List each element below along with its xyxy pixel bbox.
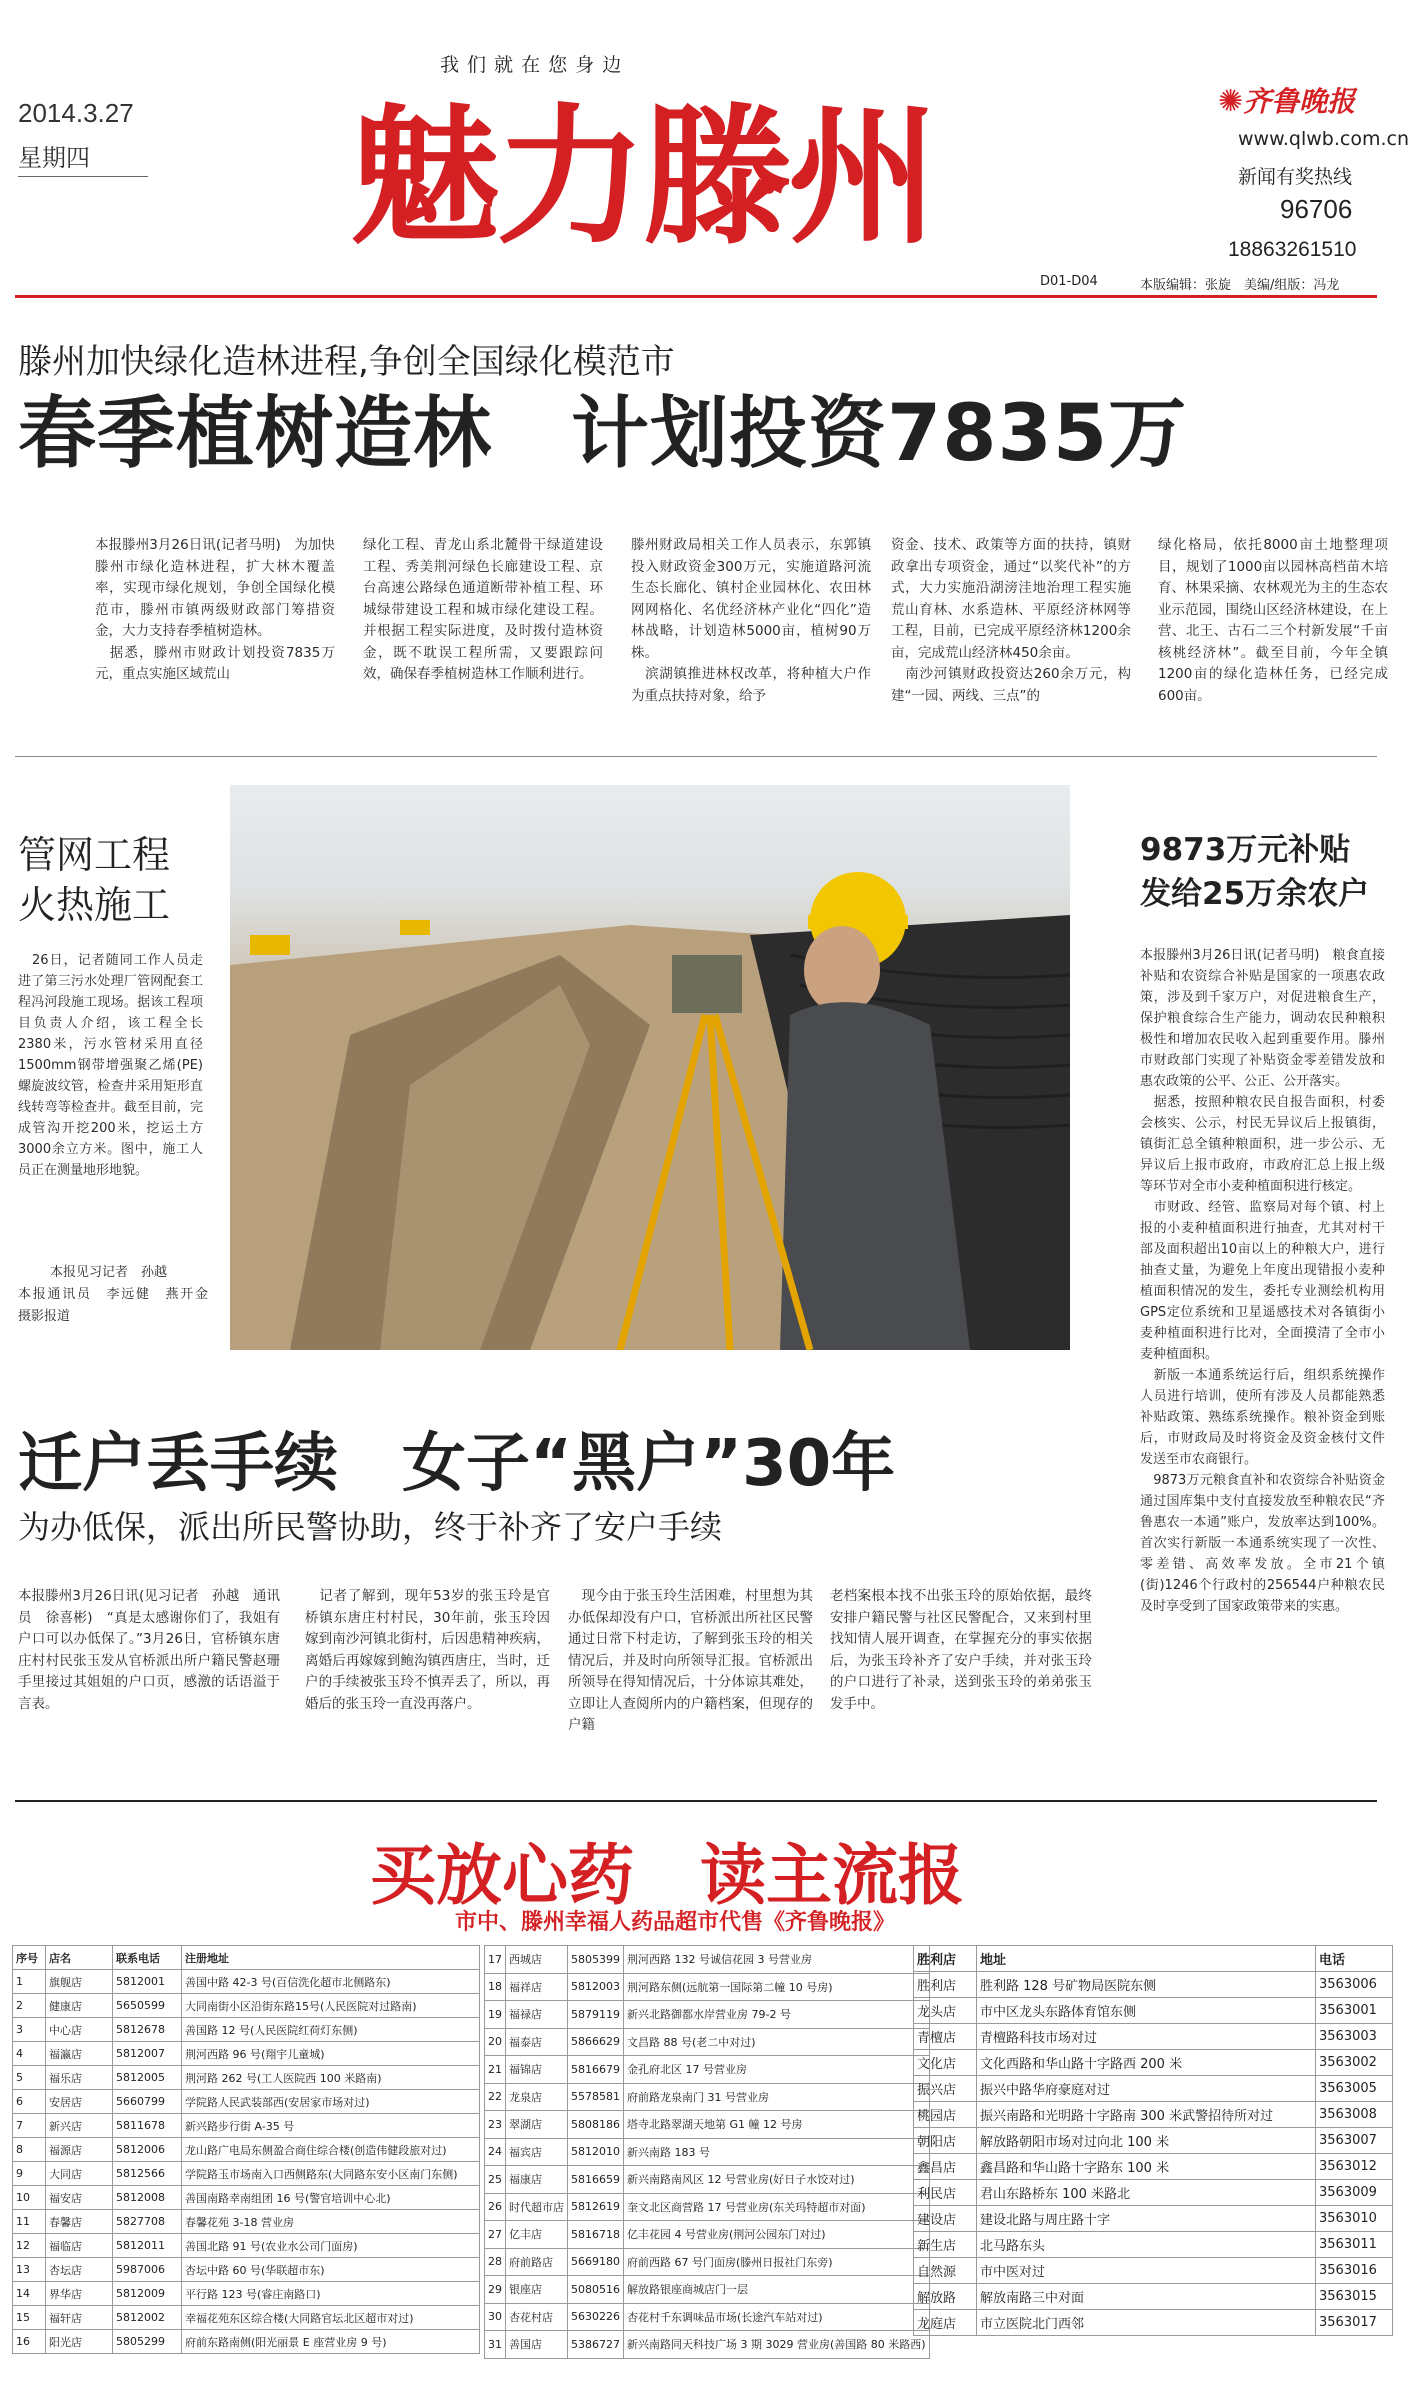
subsidy-headline-line2: 发给25万余农户 <box>1140 876 1370 912</box>
table-cell: 平行路 123 号(睿庄南路口) <box>182 2282 480 2306</box>
table-cell: 5812008 <box>113 2186 182 2210</box>
table-cell: 序号 <box>13 1946 46 1970</box>
pipeline-credit-2: 本报通讯员 李远健 燕开金 摄影报道 <box>18 1287 222 1324</box>
table-cell: 振兴店 <box>914 2076 977 2102</box>
table-cell: 5812001 <box>113 1970 182 1994</box>
table-cell: 建设店 <box>914 2206 977 2232</box>
table-row <box>485 2193 930 2221</box>
directory-table-3 <box>913 1945 1393 2336</box>
table-cell: 界华店 <box>46 2282 113 2306</box>
table-cell: 5660799 <box>113 2090 182 2114</box>
table-cell: 福源店 <box>46 2138 113 2162</box>
table-cell: 7 <box>13 2114 46 2138</box>
table-cell: 注册地址 <box>182 1946 480 1970</box>
table-cell: 12 <box>13 2234 46 2258</box>
table-cell: 3563006 <box>1316 1972 1393 1998</box>
table-cell: 3563001 <box>1316 1998 1393 2024</box>
table-cell: 5816659 <box>568 2166 624 2194</box>
table-row <box>13 2258 480 2282</box>
table-row <box>485 1946 930 1974</box>
subsidy-headline <box>1140 828 1369 916</box>
table-cell: 5650599 <box>113 1994 182 2018</box>
table-cell: 3563008 <box>1316 2102 1393 2128</box>
table-cell: 荆河路 262 号(工人医院西 100 米路南) <box>182 2066 480 2090</box>
table-cell: 利民店 <box>914 2180 977 2206</box>
table-cell: 银座店 <box>506 2276 568 2304</box>
table-row <box>485 2056 930 2084</box>
table-row <box>485 2303 930 2331</box>
table-row <box>13 2090 480 2114</box>
table-cell: 金孔府北区 17 号营业房 <box>624 2056 930 2084</box>
table-cell: 福乐店 <box>46 2066 113 2090</box>
table-cell: 23 <box>485 2111 506 2139</box>
table-cell: 9 <box>13 2162 46 2186</box>
table-cell: 3563009 <box>1316 2180 1393 2206</box>
masthead-slogan: 我 们 就 在 您 身 边 <box>440 54 623 76</box>
table-cell: 善国北路 91 号(农业水公司门面房) <box>182 2234 480 2258</box>
subsidy-body: 本报滕州3月26日讯(记者马明) 粮食直接补贴和农资综合补贴是国家的一项惠农政策，涉及到千家万户，对促进粮食生产，保护粮食综合生产能力，调动农民种粮积极性和增加农民收入起到重要作用。滕州市财政部门实现了补贴资金零差错发放和惠农政策的公平、公正、公开落实。 据悉，按照种粮农民自报告面积，村委会核实、公示，村民无异议后上报镇街，镇街汇总全镇种粮面积，进一步公示、无异议后上报市政府，市政府汇总上报上级等环节对全市小麦种植面积进行核定。 市财政、经管、监察局对每个镇、村上报的小麦种植面积进行抽查，尤其对村干部及面积超出10亩以上的种粮大户，进行抽查丈量，为避免上年度出现错报小麦种植面积情况的发生，委托专业测绘机构用GPS定位系统和卫星遥感技术对各镇街小麦种植面积进行比对，全面摸清了全市小麦种植面积。 新版一本通系统运行后，组织系统操作人员进行培训，使所有涉及人员都能熟悉补贴政策、熟练系统操作。粮补资金到账后，市财政局及时将资金及资金核付文件发送至市农商银行。 9873万元粮食直补和农资综合补贴资金通过国库集中支付直接发放至种粮农民“齐鲁惠农一本通”账户，发放率达到100%。首次实行新版一本通系统实现了一次性、零差错、高效率发放。全市21个镇(街)1246个行政村的256544户种粮农民及时享受到了国家政策带来的实惠。 <box>1140 948 1385 1614</box>
table-row <box>914 2310 1393 2336</box>
table-cell: 解放路银座商城店门一层 <box>624 2276 930 2304</box>
table-cell: 16 <box>13 2330 46 2354</box>
table-row <box>914 1998 1393 2024</box>
table-cell: 善国路 12 号(人民医院红荷灯东侧) <box>182 2018 480 2042</box>
pipeline-headline <box>18 830 170 930</box>
table-row <box>13 2210 480 2234</box>
table-cell: 府前东路南侧(阳光丽景 E 座营业房 9 号) <box>182 2330 480 2354</box>
table-cell: 解放路 <box>914 2284 977 2310</box>
table-cell: 自然源 <box>914 2258 977 2284</box>
table-cell: 5805399 <box>568 1946 624 1974</box>
table-cell: 中心店 <box>46 2018 113 2042</box>
table-row <box>485 2028 930 2056</box>
hotline-label: 新闻有奖热线 <box>1238 166 1353 188</box>
table-cell: 杏坛店 <box>46 2258 113 2282</box>
table-cell: 振兴南路和光明路十字路南 300 米武警招待所对过 <box>977 2102 1316 2128</box>
table-cell: 安居店 <box>46 2090 113 2114</box>
table-cell: 龙头店 <box>914 1998 977 2024</box>
table-cell: 3563011 <box>1316 2232 1393 2258</box>
table-row <box>13 1994 480 2018</box>
table-cell: 府前西路 67 号门面房(滕州日报社门东旁) <box>624 2248 930 2276</box>
table-cell: 胜利店 <box>914 1946 977 1972</box>
lead-kicker: 滕州加快绿化造林进程,争创全国绿化模范市 <box>18 342 675 382</box>
table-cell: 15 <box>13 2306 46 2330</box>
construction-photo <box>230 785 1070 1350</box>
table-row <box>485 2331 930 2359</box>
table-row <box>914 1946 1393 1972</box>
table-cell: 31 <box>485 2331 506 2359</box>
lead-col-4: 资金、技术、政策等方面的扶持，镇财政拿出专项资金，通过“以奖代补”的方式，大力实施沿湖滂洼地治理工程实施荒山育林、水系造林、平原经济林网等工程，目前，已完成平原经济林1200余亩，完成荒山经济林450余亩。 南沙河镇财政投资达260余万元，构建“一园、两线、三点”的 <box>891 537 1131 704</box>
table-row <box>13 2234 480 2258</box>
table-cell: 5812010 <box>568 2138 624 2166</box>
table-cell: 春馨店 <box>46 2210 113 2234</box>
table-row <box>914 2258 1393 2284</box>
page-range: D01-D04 <box>1040 274 1098 289</box>
table-cell: 3563003 <box>1316 2024 1393 2050</box>
table-cell: 5812006 <box>113 2138 182 2162</box>
hukou-col-4: 老档案根本找不出张玉玲的原始依据，最终安排户籍民警与社区民警配合，又来到村里找知情人展开调查，在掌握充分的事实依据后，为张玉玲补齐了安户手续，并对张玉玲的户口进行了补录，送到张玉玲的弟弟张玉发手中。 <box>830 1588 1092 1712</box>
table-cell: 电话 <box>1316 1946 1393 1972</box>
table-row <box>914 1972 1393 1998</box>
lead-col-2: 绿化工程、青龙山系北麓骨干绿道建设工程、秀美荆河绿色长廊建设工程、京台高速公路绿色通道断带补植工程、环城绿带建设工程和城市绿化建设工程。并根据工程实际进度，及时拨付造林资金，既不耽误工程所需，又要跟踪问效，确保春季植树造林工作顺利进行。 <box>363 537 603 682</box>
table-cell: 幸福花苑东区综合楼(大同路官坛北区超市对过) <box>182 2306 480 2330</box>
table-row <box>13 1946 480 1970</box>
table-row <box>914 2154 1393 2180</box>
table-cell: 市立医院北门西邻 <box>977 2310 1316 2336</box>
table-row <box>13 2042 480 2066</box>
table-cell: 胜利店 <box>914 1972 977 1998</box>
table-cell: 5866629 <box>568 2028 624 2056</box>
table-cell: 新兴南路 183 号 <box>624 2138 930 2166</box>
table-cell: 杏坛中路 60 号(华联超市东) <box>182 2258 480 2282</box>
table-row <box>914 2128 1393 2154</box>
table-row <box>13 1970 480 1994</box>
table-cell: 福锦店 <box>506 2056 568 2084</box>
table-cell: 旗舰店 <box>46 1970 113 1994</box>
table-cell: 荆河路东侧(远航第一国际第二幢 10 号房) <box>624 1973 930 2001</box>
directory-table-1 <box>12 1945 480 2354</box>
table-cell: 胜利路 128 号矿物局医院东侧 <box>977 1972 1316 1998</box>
table-cell: 11 <box>13 2210 46 2234</box>
table-cell: 新兴南路同天科技广场 3 期 3029 营业房(善国路 80 米路西) <box>624 2331 930 2359</box>
table-row <box>13 2330 480 2354</box>
table-cell: 19 <box>485 2001 506 2029</box>
pipeline-headline-line1: 管网工程 <box>18 833 171 877</box>
table-row <box>914 2076 1393 2102</box>
table-row <box>13 2186 480 2210</box>
table-cell: 新兴南路南风区 12 号营业房(好日子水饺对过) <box>624 2166 930 2194</box>
table-cell: 亿丰店 <box>506 2221 568 2249</box>
brand-swirl-icon: ✺ <box>1218 84 1244 119</box>
table-cell: 福轩店 <box>46 2306 113 2330</box>
table-cell: 新兴路步行街 A-35 号 <box>182 2114 480 2138</box>
table-cell: 鑫昌路和华山路十字路东 100 米 <box>977 2154 1316 2180</box>
table-cell: 君山东路桥东 100 米路北 <box>977 2180 1316 2206</box>
table-cell: 龙庭店 <box>914 2310 977 2336</box>
table-row <box>485 2221 930 2249</box>
table-cell: 28 <box>485 2248 506 2276</box>
table-cell: 福临店 <box>46 2234 113 2258</box>
table-cell: 建设北路与周庄路十字 <box>977 2206 1316 2232</box>
table-row <box>914 2024 1393 2050</box>
table-cell: 6 <box>13 2090 46 2114</box>
hukou-col-2: 记者了解到，现年53岁的张玉玲是官桥镇东唐庄村村民，30年前，张玉玲因嫁到南沙河镇北街村，后因患精神疾病，离婚后再嫁嫁到鲍沟镇西唐庄，当时，迁户的手续被张玉玲不慎弄丢了，所以，再婚后的张玉玲一直没再落户。 <box>305 1588 550 1712</box>
table-cell: 5812566 <box>113 2162 182 2186</box>
table-cell: 大同店 <box>46 2162 113 2186</box>
table-cell: 府前路龙泉南门 31 号营业房 <box>624 2083 930 2111</box>
ad-subline: 市中、滕州幸福人药品超市代售《齐鲁晚报》 <box>455 1910 896 1935</box>
phone-number: 18863261510 <box>1228 238 1357 261</box>
table-row <box>485 2138 930 2166</box>
table-row <box>13 2282 480 2306</box>
table-cell: 朝阳店 <box>914 2128 977 2154</box>
table-cell: 5386727 <box>568 2331 624 2359</box>
table-cell: 5812619 <box>568 2193 624 2221</box>
table-row <box>485 2083 930 2111</box>
date-underline <box>18 176 148 177</box>
table-cell: 3563015 <box>1316 2284 1393 2310</box>
table-cell: 3563016 <box>1316 2258 1393 2284</box>
table-row <box>914 2050 1393 2076</box>
table-row <box>13 2138 480 2162</box>
table-cell: 福康店 <box>506 2166 568 2194</box>
table-cell: 5080516 <box>568 2276 624 2304</box>
directory-table-2 <box>484 1945 930 2359</box>
hotline-number: 96706 <box>1280 194 1353 224</box>
table-cell: 青檀店 <box>914 2024 977 2050</box>
table-cell: 龙山路广电局东侧盈合商住综合楼(创造伟健段旅对过) <box>182 2138 480 2162</box>
page-title: 魅力滕州 <box>350 89 935 265</box>
table-cell: 荆河西路 132 号诚信花园 3 号营业房 <box>624 1946 930 1974</box>
table-cell: 5812007 <box>113 2042 182 2066</box>
table-cell: 地址 <box>977 1946 1316 1972</box>
table-cell: 22 <box>485 2083 506 2111</box>
table-cell: 5812003 <box>568 1973 624 2001</box>
table-row <box>914 2180 1393 2206</box>
table-cell: 学院路玉市场南入口西侧路东(大同路东安小区南门东侧) <box>182 2162 480 2186</box>
table-row <box>485 2248 930 2276</box>
table-cell: 13 <box>13 2258 46 2282</box>
table-cell: 店名 <box>46 1946 113 1970</box>
table-cell: 解放南路三中对面 <box>977 2284 1316 2310</box>
table-cell: 5812678 <box>113 2018 182 2042</box>
table-cell: 福祥店 <box>506 1973 568 2001</box>
table-row <box>485 2276 930 2304</box>
table-cell: 荆河西路 96 号(翔宇儿童城) <box>182 2042 480 2066</box>
website[interactable]: www.qlwb.com.cn <box>1238 128 1409 150</box>
table-cell: 解放路朝阳市场对过向北 100 米 <box>977 2128 1316 2154</box>
table-cell: 5879119 <box>568 2001 624 2029</box>
table-row <box>914 2206 1393 2232</box>
table-cell: 时代超市店 <box>506 2193 568 2221</box>
table-cell: 29 <box>485 2276 506 2304</box>
table-cell: 2 <box>13 1994 46 2018</box>
table-cell: 春馨花苑 3-18 营业房 <box>182 2210 480 2234</box>
table-cell: 福泰店 <box>506 2028 568 2056</box>
table-cell: 善国南路幸南组团 16 号(警官培训中心北) <box>182 2186 480 2210</box>
table-cell: 翠湖店 <box>506 2111 568 2139</box>
pipeline-headline-line2: 火热施工 <box>18 883 171 927</box>
table-cell: 健康店 <box>46 1994 113 2018</box>
table-cell: 西城店 <box>506 1946 568 1974</box>
pipeline-body: 26日，记者随同工作人员走进了第三污水处理厂管网配套工程冯河段施工现场。据该工程项目负责人介绍，该工程全长2380米，污水管材采用直径1500mm钢带增强聚乙烯(PE)螺旋波纹管，检查井采用矩形直线转弯等检查井。截至目前，完成管沟开挖200米，挖运土方3000余立方米。图中，施工人员正在测量地形地貌。 <box>18 953 203 1178</box>
table-cell: 8 <box>13 2138 46 2162</box>
table-cell: 文昌路 88 号(老二中对过) <box>624 2028 930 2056</box>
table-cell: 新兴店 <box>46 2114 113 2138</box>
table-cell: 24 <box>485 2138 506 2166</box>
lead-col-1: 本报滕州3月26日讯(记者马明) 为加快滕州市绿化造林进程，扩大林木覆盖率，实现市绿化规划，争创全国绿化模范市，滕州市镇两级财政部门筹措资金，大力支持春季植树造林。 据悉，滕州市财政计划投资7835万元，重点实施区域荒山 <box>95 537 335 682</box>
table-cell: 文化店 <box>914 2050 977 2076</box>
hukou-headline: 迁户丢手续 女子“黑户”30年 <box>18 1427 896 1501</box>
table-cell: 3563017 <box>1316 2310 1393 2336</box>
table-cell: 3563010 <box>1316 2206 1393 2232</box>
lead-col-3: 滕州财政局相关工作人员表示，东郭镇投入财政资金300万元，实施道路河流生态长廊化、镇村企业园林化、农田林网网格化、名优经济林产业化“四化”造林战略，计划造林5000亩，植树90万株。 滨湖镇推进林权改革，将种植大户作为重点扶持对象，给予 <box>631 537 871 704</box>
table-row <box>13 2162 480 2186</box>
table-cell: 5811678 <box>113 2114 182 2138</box>
table-cell: 30 <box>485 2303 506 2331</box>
table-cell: 18 <box>485 1973 506 2001</box>
lead-col-5: 绿化格局，依托8000亩土地整理项目，规划了1000亩以园林高档苗木培育、林果采摘、农林观光为主的生态农业示范园，围绕山区经济林建设，在上营、北王、古石二三个村新发展“千亩核桃经济林”。截至目前，今年全镇1200亩的绿化造林任务，已经完成600亩。 <box>1158 537 1388 704</box>
table-cell: 17 <box>485 1946 506 1974</box>
hukou-col-1: 本报滕州3月26日讯(见习记者 孙越 通讯员 徐喜彬) “真是太感谢你们了，我姐有户口可以办低保了。”3月26日，官桥镇东唐庄村村民张玉发从官桥派出所户籍民警赵珊手里接过其姐姐的户口页，感激的话语溢于言表。 <box>18 1588 280 1712</box>
table-cell: 亿丰花园 4 号营业房(荆河公园东门对过) <box>624 2221 930 2249</box>
table-cell: 5816718 <box>568 2221 624 2249</box>
editor-credits: 本版编辑：张旋 美编/组版：冯龙 <box>1140 278 1340 293</box>
table-cell: 奎文北区商营路 17 号营业房(东关玛特超市对面) <box>624 2193 930 2221</box>
table-cell: 25 <box>485 2166 506 2194</box>
table-row <box>485 1973 930 2001</box>
table-cell: 5812005 <box>113 2066 182 2090</box>
table-row <box>914 2232 1393 2258</box>
table-cell: 5812002 <box>113 2306 182 2330</box>
issue-date: 2014.3.27 <box>18 98 134 128</box>
ad-slogan: 买放心药 读主流报 <box>370 1837 964 1914</box>
table-row <box>485 2111 930 2139</box>
table-cell: 鑫昌店 <box>914 2154 977 2180</box>
hukou-col-3: 现今由于张玉玲生活困难，村里想为其办低保却没有户口，官桥派出所社区民警通过日常下村走访，了解到张玉玲的相关情况后，并及时向所领导汇报。官桥派出所领导在得知情况后，十分体谅其难处，立即让人查阅所内的户籍档案，但现存的户籍 <box>568 1588 813 1733</box>
hukou-subhead: 为办低保，派出所民警协助，终于补齐了安户手续 <box>18 1508 723 1546</box>
table-cell: 26 <box>485 2193 506 2221</box>
lead-bottom-rule <box>15 756 1377 757</box>
table-cell: 5578581 <box>568 2083 624 2111</box>
table-row <box>914 2284 1393 2310</box>
table-cell: 3563002 <box>1316 2050 1393 2076</box>
table-cell: 5808186 <box>568 2111 624 2139</box>
table-cell: 新生店 <box>914 2232 977 2258</box>
table-cell: 市中医对过 <box>977 2258 1316 2284</box>
table-cell: 21 <box>485 2056 506 2084</box>
table-cell: 新兴北路御都水岸营业房 79-2 号 <box>624 2001 930 2029</box>
table-cell: 桃园店 <box>914 2102 977 2128</box>
issue-weekday: 星期四 <box>18 144 90 172</box>
table-cell: 5630226 <box>568 2303 624 2331</box>
table-cell: 5805299 <box>113 2330 182 2354</box>
table-cell: 27 <box>485 2221 506 2249</box>
table-row <box>13 2018 480 2042</box>
table-cell: 大同南街小区沿街东路15号(人民医院对过路南) <box>182 1994 480 2018</box>
table-cell: 3563005 <box>1316 2076 1393 2102</box>
table-cell: 10 <box>13 2186 46 2210</box>
construction-photo-illustration <box>230 785 1070 1350</box>
table-cell: 学院路人民武装部西(安居家市场对过) <box>182 2090 480 2114</box>
pipeline-credit-1: 本报见习记者 孙越 <box>50 1265 168 1280</box>
table-cell: 福禄店 <box>506 2001 568 2029</box>
table-cell: 文化西路和华山路十字路西 200 米 <box>977 2050 1316 2076</box>
table-cell: 善国店 <box>506 2331 568 2359</box>
table-cell: 20 <box>485 2028 506 2056</box>
table-cell: 5827708 <box>113 2210 182 2234</box>
table-cell: 龙泉店 <box>506 2083 568 2111</box>
table-cell: 福瀛店 <box>46 2042 113 2066</box>
table-cell: 塔寺北路翠湖天地第 G1 幢 12 号房 <box>624 2111 930 2139</box>
lead-headline: 春季植树造林 计划投资7835万 <box>18 389 1188 479</box>
table-cell: 3 <box>13 2018 46 2042</box>
table-cell: 5812009 <box>113 2282 182 2306</box>
table-cell: 3563012 <box>1316 2154 1393 2180</box>
table-cell: 北马路东头 <box>977 2232 1316 2258</box>
table-cell: 5 <box>13 2066 46 2090</box>
table-cell: 阳光店 <box>46 2330 113 2354</box>
table-cell: 4 <box>13 2042 46 2066</box>
table-cell: 5812011 <box>113 2234 182 2258</box>
subsidy-headline-line1: 9873万元补贴 <box>1140 832 1351 868</box>
table-cell: 青檀路科技市场对过 <box>977 2024 1316 2050</box>
hukou-bottom-rule <box>15 1800 1377 1802</box>
table-cell: 5669180 <box>568 2248 624 2276</box>
table-row <box>13 2306 480 2330</box>
table-cell: 振兴中路华府豪庭对过 <box>977 2076 1316 2102</box>
table-cell: 杏花村千东调味品市场(长途汽车站对过) <box>624 2303 930 2331</box>
table-row <box>13 2114 480 2138</box>
table-cell: 善国中路 42-3 号(百信洗化超市北侧路东) <box>182 1970 480 1994</box>
brand-logo: ✺齐鲁晚报 <box>1218 84 1356 119</box>
table-cell: 5987006 <box>113 2258 182 2282</box>
table-cell: 5816679 <box>568 2056 624 2084</box>
table-cell: 市中区龙头东路体育馆东侧 <box>977 1998 1316 2024</box>
table-cell: 1 <box>13 1970 46 1994</box>
table-cell: 14 <box>13 2282 46 2306</box>
table-row <box>485 2001 930 2029</box>
table-cell: 府前路店 <box>506 2248 568 2276</box>
table-cell: 杏花村店 <box>506 2303 568 2331</box>
masthead-red-rule <box>15 295 1377 298</box>
table-row <box>13 2066 480 2090</box>
table-row <box>485 2166 930 2194</box>
table-cell: 福安店 <box>46 2186 113 2210</box>
table-row <box>914 2102 1393 2128</box>
table-cell: 福宾店 <box>506 2138 568 2166</box>
table-cell: 联系电话 <box>113 1946 182 1970</box>
table-cell: 3563007 <box>1316 2128 1393 2154</box>
